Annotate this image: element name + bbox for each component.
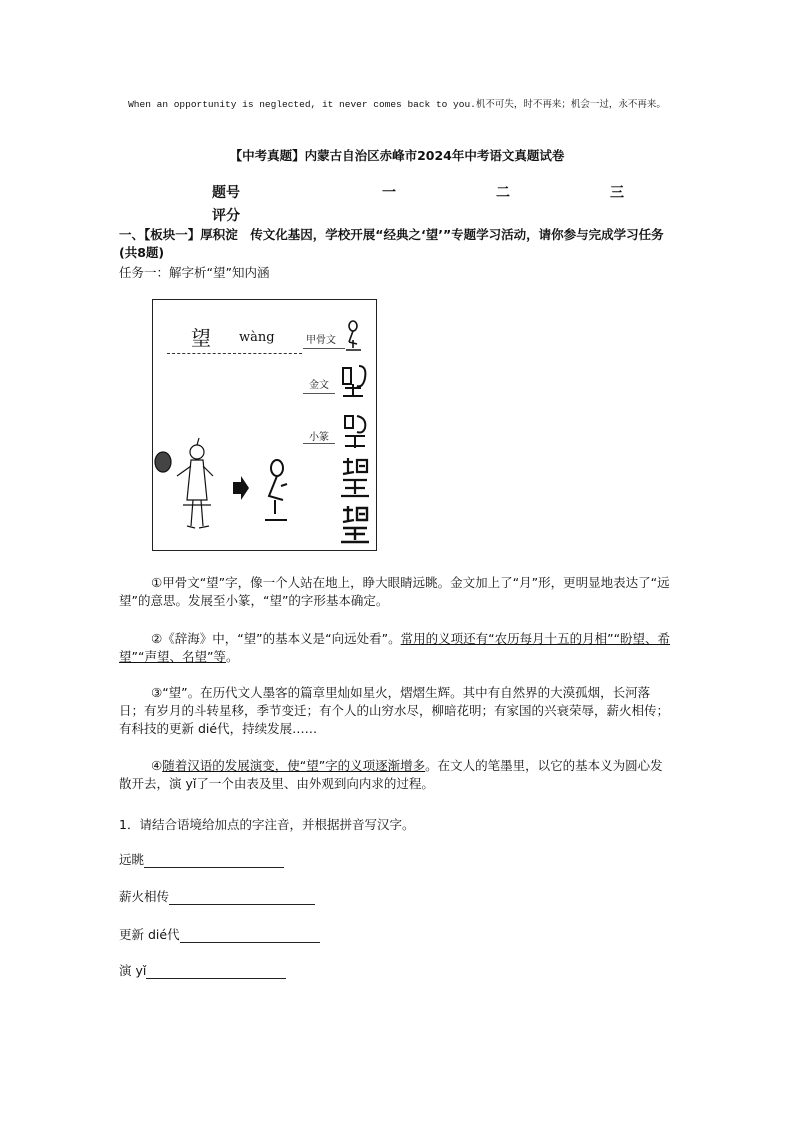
- answer-label: 远眺: [119, 852, 145, 867]
- clerical-glyph-icon: [341, 458, 369, 496]
- figure-char: 望: [191, 326, 211, 350]
- paragraph-1: ①甲骨文“望”字，像一个人站在地上，睁大眼睛远眺。金文加上了“月”形，更明显地表达了“远望”的意思。发展至小篆，“望”的字形基本确定。: [119, 575, 670, 608]
- section-heading: 一、【板块一】厚积淀 传文化基因，学校开展“经典之‘望’”专题学习活动，请你参与完成学习任务(共8题): [119, 227, 664, 260]
- score-row-question-label: 题号: [212, 185, 240, 201]
- regular-glyph-icon: [341, 506, 369, 542]
- exam-title: 【中考真题】内蒙古自治区赤峰市2024年中考语文真题试卷: [229, 148, 565, 163]
- paragraph-2-text: ②《辞海》中，“望”的基本义是“向远处看”。: [151, 631, 401, 646]
- label-oracle: 甲骨文: [306, 335, 336, 346]
- score-col-1: 一: [382, 185, 396, 201]
- answer-blank[interactable]: [144, 853, 284, 868]
- oracle-glyph-large-icon: [265, 460, 287, 520]
- figure-pinyin: wàng: [239, 330, 275, 345]
- paragraph-3: ③“望”。在历代文人墨客的篇章里灿如星火，熠熠生辉。其中有自然界的大漠孤烟，长河落日；有岁月的斗转星移，季节变迁；有个人的山穷水尽，柳暗花明；有家国的兴衰荣辱，薪火相传；有科技的更新 dié代，持续发展……: [119, 685, 670, 736]
- question-1: 1．请结合语境给加点的字注音，并根据拼音写汉字。: [119, 817, 415, 832]
- answer-row: [119, 961, 286, 979]
- paragraph-2-underlined: 常用的义项还有“农历每月十五的月相”“盼望、希望”“声望、名望”等: [119, 631, 671, 664]
- seal-glyph-icon: [345, 416, 365, 448]
- character-evolution-figure: [152, 299, 377, 551]
- answer-row: [119, 850, 284, 868]
- score-col-3: 三: [610, 185, 624, 201]
- paragraph-4-text: 。在文人的笔墨里，以它的基本义为圆心发散开去，演 yǐ了一个由表及里、由外观到向内求的过程。: [119, 758, 663, 791]
- bronze-glyph-icon: [343, 366, 365, 396]
- label-bronze: 金文: [309, 380, 329, 391]
- header-quote: When an opportunity is neglected, it never comes back to you.机不可失，时不再来；机会一过，永不再来。: [128, 99, 666, 110]
- paragraph-4: [119, 757, 671, 793]
- oracle-glyph-icon: [346, 321, 361, 350]
- answer-label: 薪火相传: [119, 889, 170, 904]
- score-col-2: 二: [496, 185, 510, 201]
- paragraph-2-end: 。: [225, 649, 239, 664]
- label-seal: 小篆: [309, 432, 329, 443]
- answer-blank[interactable]: [169, 890, 315, 905]
- paragraph-4-number: ④: [151, 758, 163, 773]
- task-title: 任务一：解字析“望”知内涵: [119, 265, 270, 280]
- answer-row: [119, 887, 315, 905]
- answer-row: [119, 925, 320, 943]
- answer-blank[interactable]: [180, 928, 320, 943]
- paragraph-2: [119, 630, 671, 666]
- answer-blank[interactable]: [146, 964, 286, 979]
- score-row-score-label: 评分: [212, 208, 240, 224]
- figure-drawings: [153, 300, 378, 552]
- answer-label: 演 yǐ: [119, 963, 147, 978]
- paragraph-4-underlined: 随着汉语的发展演变，使“望”字的义项逐渐增多: [162, 758, 426, 773]
- man-gazing-icon: [155, 438, 213, 528]
- answer-label: 更新 dié代: [119, 927, 180, 942]
- arrow-right-icon: [233, 476, 249, 500]
